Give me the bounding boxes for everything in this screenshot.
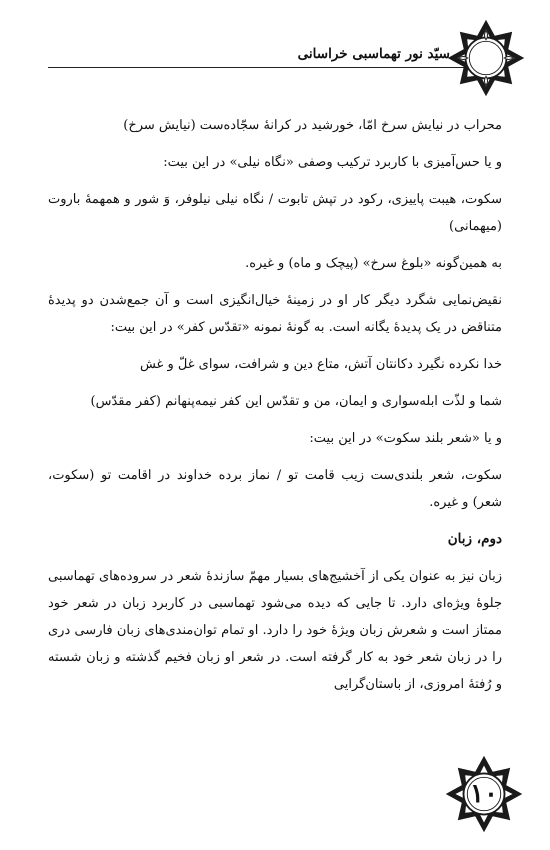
ornamental-rosette-icon	[448, 20, 524, 96]
verse-line: سکوت، شعر بلندی‌ست زیب قامت تو / نماز برده خداوند در اقامت تو (سکوت، شعر) و غیره.	[48, 468, 502, 510]
verse-line: شما و لذّت ابله‌سواری و ایمان، من و تقدّس این کفر نیمه‌پنهانم (کفر مقدّس)	[90, 394, 502, 409]
paragraph: و یا حس‌آمیزی با کاربرد ترکیب وصفی «نگاه نیلی» در این بیت:	[163, 155, 502, 170]
paragraph: نقیض‌نمایی شگرد دیگر کار او در زمینهٔ خیال‌انگیزی است و آن جمع‌شدن دو پدیدهٔ متناقض در یک پدیدهٔ یگانه است. به گونهٔ نمونه «تقدّس کفر» در این بیت:	[48, 293, 502, 335]
page-number: ۱۰	[470, 779, 498, 809]
verse-line: سکوت، هیبت پاییزی، رکود در تپش تابوت / نگاه نیلی نیلوفر، وَ شور و همهمهٔ باروت (میهمانی)	[48, 192, 502, 234]
section-heading: دوم، زبان	[447, 531, 502, 547]
page-body	[48, 112, 502, 708]
verse-line: خدا نکرده نگیرد دکانتان آتش، متاع دین و شرافت، سوای غلّ و غش	[139, 357, 502, 372]
paragraph: به همین‌گونه «بلوغ سرخ» (پیچک و ماه) و غیره.	[245, 256, 502, 271]
paragraph: زبان نیز به عنوان یکی از آخشیج‌های بسیار مهمّ سازندهٔ شعر در سروده‌های تهماسبی جلوهٔ ویژه‌ای دارد. تا جایی که دیده می‌شود تهماسبی در کاربرد زبان در شعر خود ممتاز است و شعرش زبان ویژهٔ خود را دارد. او تمام توان‌مندی‌های زبان فارسی دری را در زبان شعر خود به کار گرفته است. در شعر او زبان فخیم گذشته و زبان شسته و رُفتهٔ امروزی، از باستان‌گرایی	[48, 569, 502, 692]
header-rule	[48, 67, 472, 68]
verse-line: محراب در نیایش سرخ امّا، خورشید در کرانهٔ سجّاده‌ست (نیایش سرخ)	[123, 118, 502, 133]
running-header-author: سیّد نور تهماسبی خراسانی	[297, 46, 450, 62]
paragraph: و یا «شعر بلند سکوت» در این بیت:	[309, 431, 502, 446]
